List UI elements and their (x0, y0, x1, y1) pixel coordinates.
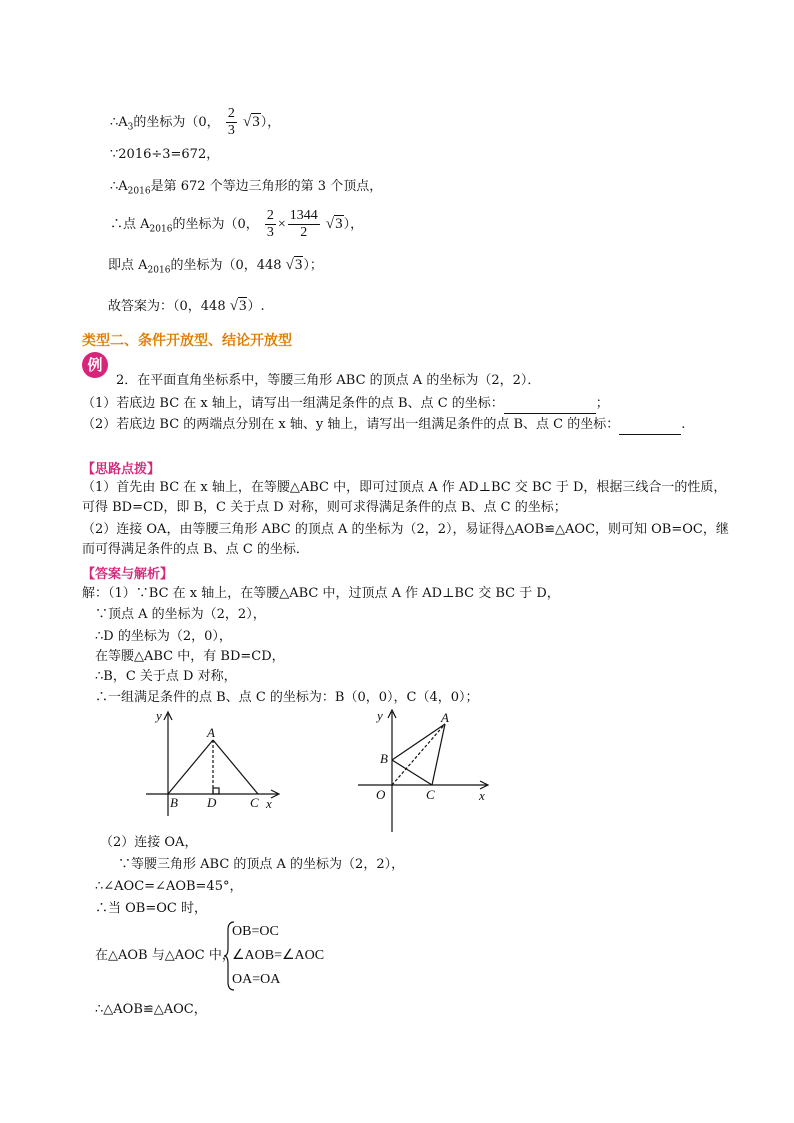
line-a2016-result: 即点 $A_{2016}$的坐标为（0，448 √3）； (108, 257, 323, 276)
hint-p1b: 可得 BD=CD，即 B，C 关于点 D 对称，则可求得满足条件的点 B、点 C 的坐标； (82, 500, 567, 515)
line-a2016-coordinate: ∴点 $A_{2016}$的坐标为（0， $\frac{2}{3}$ × $\frac{1344}{2}$ √3）， (110, 208, 364, 240)
answer-blank (504, 395, 596, 414)
answer-s9: ∴∠AOC=∠AOB=45°， (95, 879, 243, 894)
answer-blank (619, 416, 681, 435)
label-b: B (170, 795, 178, 810)
label-a: A (207, 725, 215, 740)
answer-s1: 解：（1）∵BC 在 x 轴上，在等腰△ABC 中，过顶点 A 作 AD⊥BC 交 BC 于 D， (82, 586, 560, 601)
equation-2: ∠AOB=∠AOC (232, 948, 325, 963)
answer-s6: ∴一组满足条件的点 B、点 C 的坐标为：B（0，0），C（4，0）； (95, 690, 479, 705)
base-bc (392, 760, 432, 785)
equation-3: OA=OA (232, 972, 281, 987)
answer-s8: ∵等腰三角形 ABC 的顶点 A 的坐标为（2，2）， (118, 857, 405, 872)
problem-q1: （1）若底边 BC 在 x 轴上，请写出一组满足条件的点 B、点 C 的坐标： ； (82, 395, 609, 414)
label-x: x (266, 796, 272, 811)
equation-system (232, 920, 324, 992)
answer-s12: ∴△AOB≌△AOC， (95, 1002, 207, 1017)
label-c: C (426, 787, 435, 802)
right-angle-mark (213, 788, 219, 794)
hint-tag: 【思路点拨】 (82, 462, 161, 477)
label-y: y (156, 708, 162, 723)
sqrt: √3 (325, 216, 343, 232)
label-y: y (377, 708, 383, 723)
sqrt: √3 (229, 298, 247, 314)
line-a3-coordinate: $\therefore A_3$的坐标为（0， $\frac{2}{3}$ √3）， (110, 106, 281, 138)
fraction: $\frac{2}{3}$ (266, 208, 274, 240)
label-d: D (207, 795, 217, 810)
label-x: x (479, 788, 485, 803)
sqrt: √3 (285, 257, 303, 273)
problem-q2: （2）若底边 BC 的两端点分别在 x 轴、y 轴上，请写出一组满足条件的点 B、点 C 的坐标： . (82, 416, 685, 435)
hint-p2a: （2）连接 OA，由等腰三角形 ABC 的顶点 A 的坐标为（2，2），易证得△AOB≌△AOC，则可知 OB=OC，继 (82, 522, 729, 537)
answer-s2: ∵顶点 A 的坐标为（2，2）， (95, 607, 266, 622)
label-b: B (380, 751, 388, 766)
problem-stem: 2．在平面直角坐标系中，等腰三角形 ABC 的顶点 A 的坐标为（2，2）． (116, 373, 541, 388)
side-ac (432, 724, 445, 785)
figure-isosceles-on-both-axes (355, 704, 500, 834)
label-o: O (376, 787, 386, 802)
line-division: ∵2016÷3=672， (110, 147, 220, 162)
hint-p2b: 而可得满足条件的点 B、点 C 的坐标． (82, 542, 309, 557)
fraction: $\frac{1344}{2}$ (289, 208, 318, 240)
label-c: C (250, 795, 259, 810)
line-a2016-vertex: $\therefore A_{2016}$是第 672 个等边三角形的第 3 个顶点， (110, 179, 383, 197)
answer-s7: （2）连接 OA， (100, 835, 198, 850)
figure-isosceles-on-x-axis (140, 706, 290, 821)
answer-s3: ∴D 的坐标为（2，0）， (95, 629, 232, 644)
example-badge: 例 (82, 352, 108, 378)
answer-s10: ∴当 OB=OC 时， (95, 901, 207, 916)
sqrt: √3 (242, 114, 260, 130)
answer-s5: ∴B，C 关于点 D 对称， (95, 669, 237, 684)
side-ab (168, 740, 213, 794)
answer-s4: 在等腰△ABC 中，有 BD=CD， (95, 649, 285, 664)
label-a: A (441, 710, 449, 725)
equation-1: OB=OC (232, 924, 279, 939)
side-ac (213, 740, 258, 794)
answer-tag: 【答案与解析】 (82, 567, 174, 582)
hint-p1a: （1）首先由 BC 在 x 轴上，在等腰△ABC 中，即可过顶点 A 作 AD⊥BC 交 BC 于 D，根据三线合一的性质， (82, 480, 727, 495)
section-title: 类型二、条件开放型、结论开放型 (82, 333, 292, 349)
answer-s11: 在△AOB 与△AOC 中， (95, 948, 235, 963)
line-final-answer: 故答案为：（0，448 √3）. (108, 298, 265, 314)
fraction: $\frac{2}{3}$ (227, 106, 235, 138)
